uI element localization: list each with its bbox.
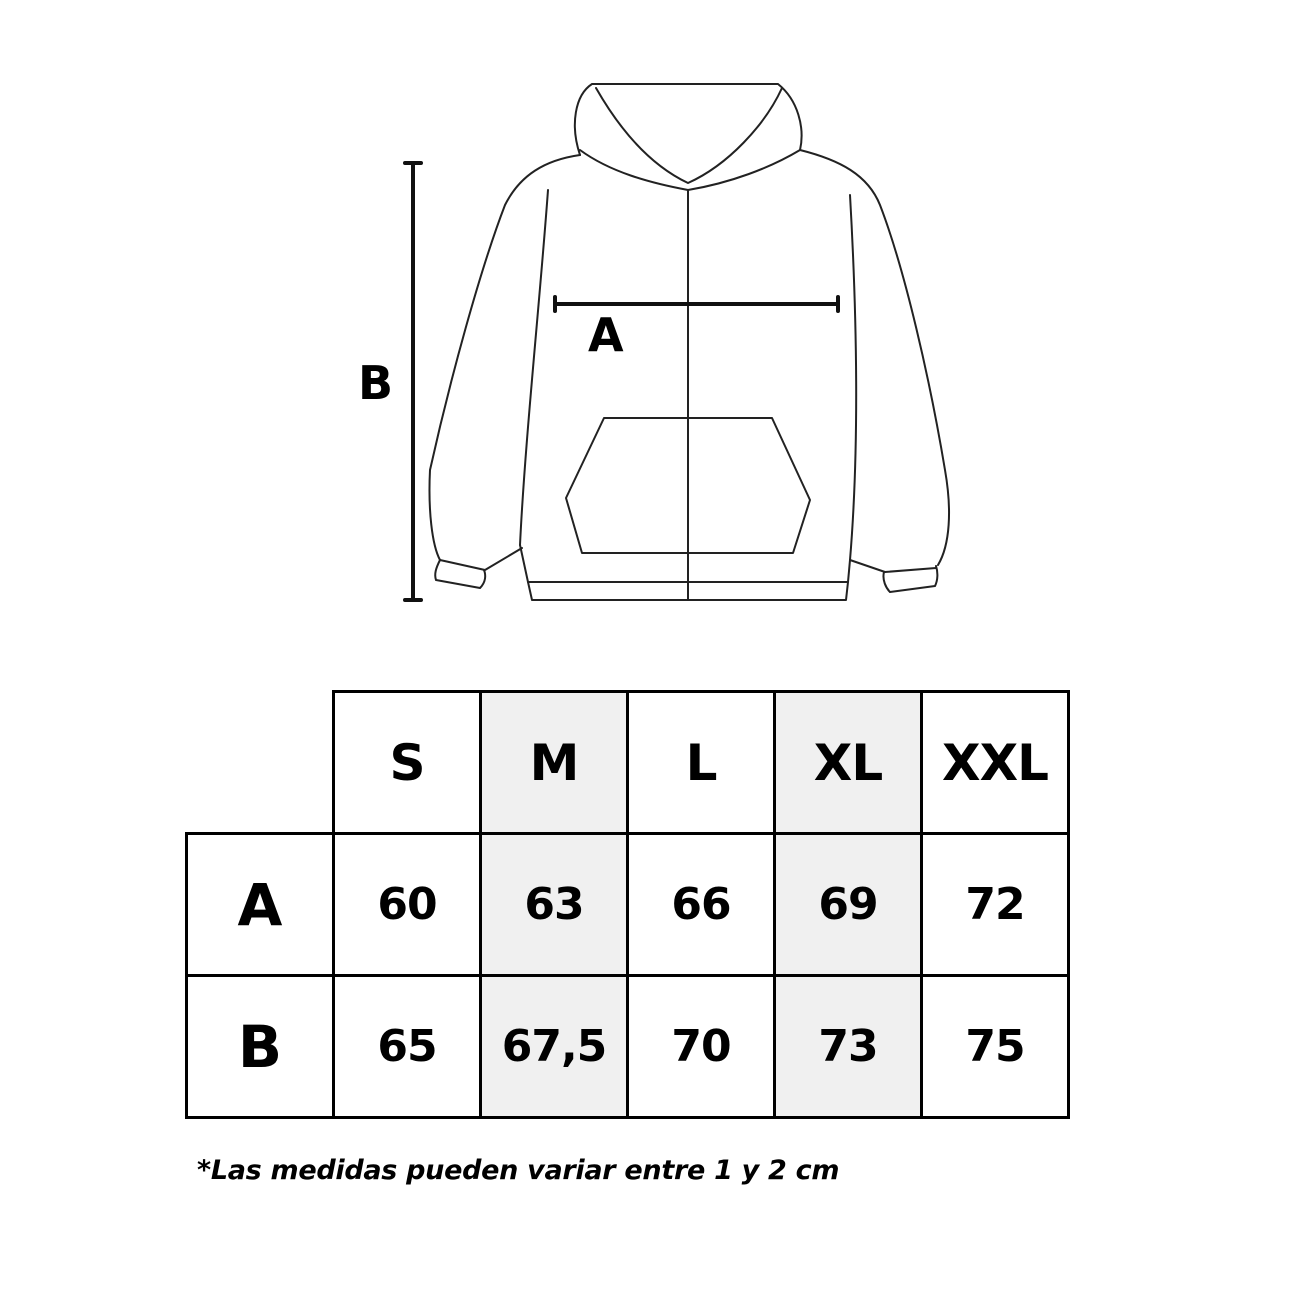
value-cell: 65	[334, 976, 481, 1118]
table-row	[187, 834, 1069, 976]
table-row	[187, 976, 1069, 1118]
left-sleeve	[429, 155, 580, 560]
size-header-m: M	[481, 692, 628, 834]
row-header-b: B	[187, 976, 334, 1118]
measure-a-label: A	[588, 308, 624, 362]
hood-opening	[596, 88, 782, 183]
value-cell: 70	[628, 976, 775, 1118]
value-cell: 75	[922, 976, 1069, 1118]
value-cell: 63	[481, 834, 628, 976]
measure-b-label: B	[358, 356, 394, 410]
empty-corner-cell	[187, 692, 334, 834]
size-header-xl: XL	[775, 692, 922, 834]
value-cell: 67,5	[481, 976, 628, 1118]
value-cell: 73	[775, 976, 922, 1118]
value-cell: 66	[628, 834, 775, 976]
size-header-s: S	[334, 692, 481, 834]
value-cell: 69	[775, 834, 922, 976]
value-cell: 60	[334, 834, 481, 976]
hood-outline	[575, 84, 802, 155]
row-header-a: A	[187, 834, 334, 976]
right-sleeve	[800, 150, 949, 565]
size-chart-table	[185, 690, 1070, 1119]
size-header-row	[187, 692, 1069, 834]
measurement-footnote: *Las medidas pueden variar entre 1 y 2 cm	[197, 1155, 840, 1186]
size-header-xxl: XXL	[922, 692, 1069, 834]
size-header-l: L	[628, 692, 775, 834]
value-cell: 72	[922, 834, 1069, 976]
hoodie-outline-illustration	[0, 0, 1300, 640]
